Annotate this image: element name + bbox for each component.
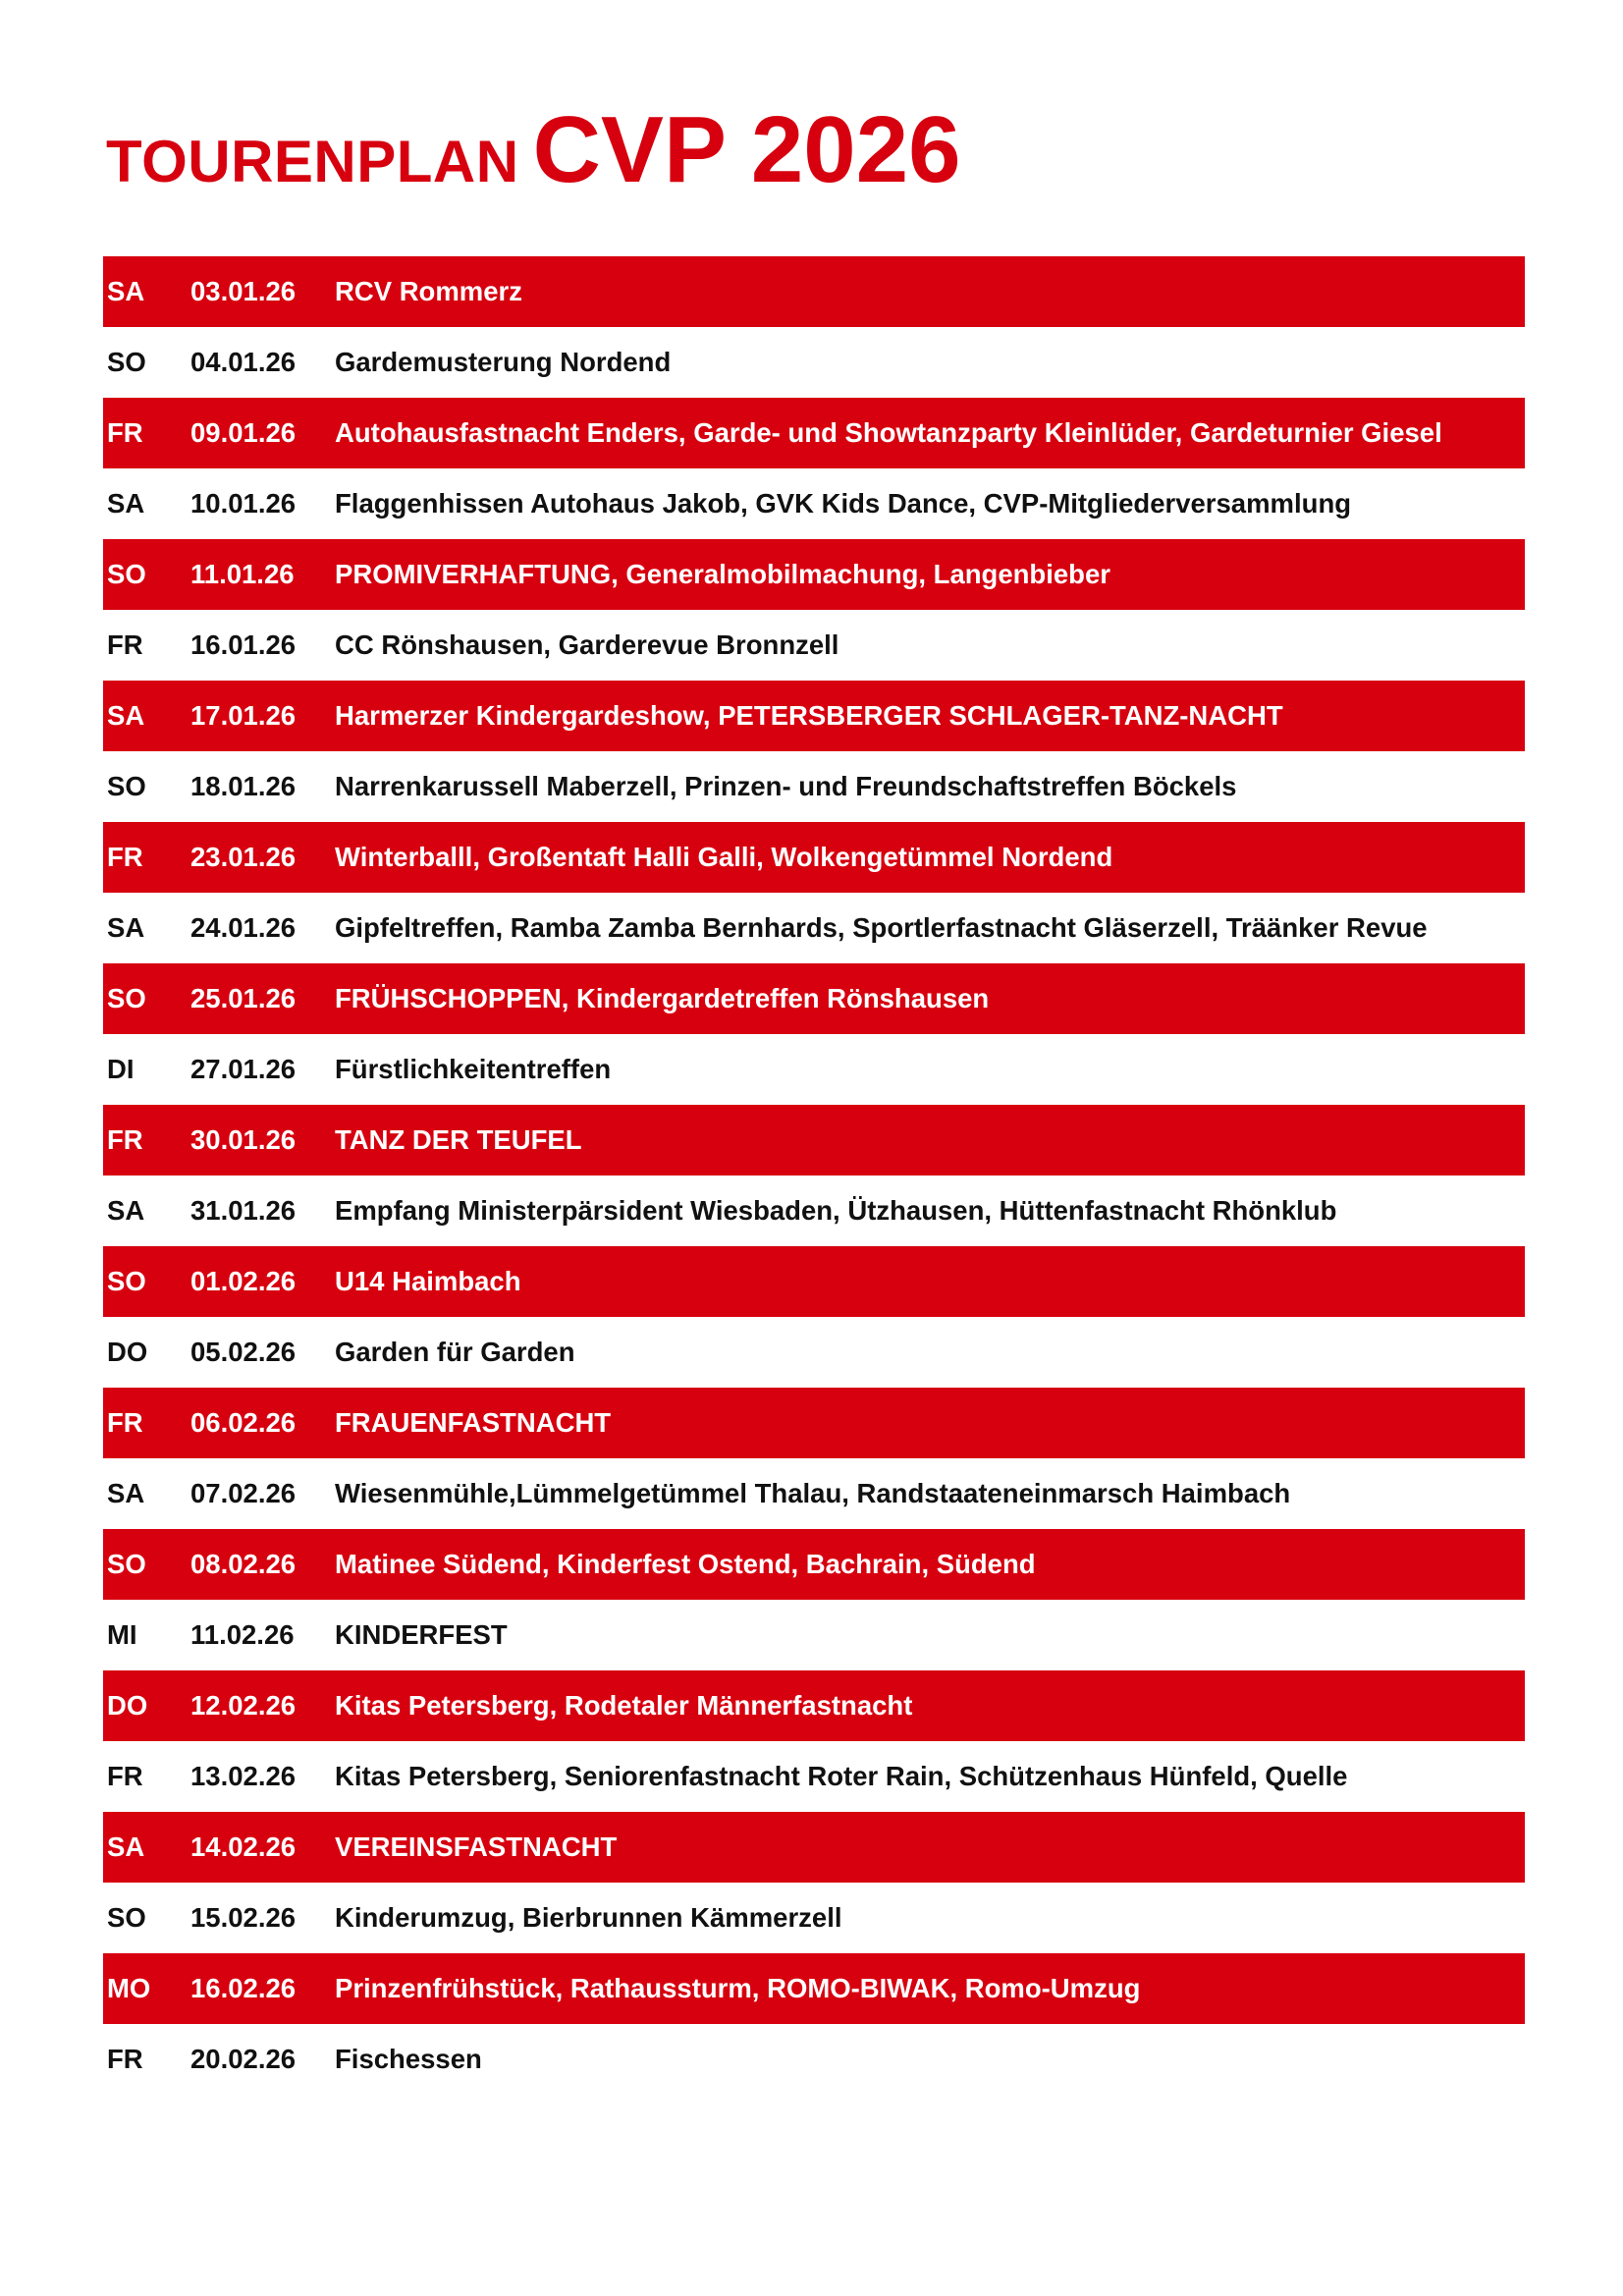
schedule-row: [103, 893, 1525, 963]
row-event: Kinderumzug, Bierbrunnen Kämmerzell: [335, 1902, 842, 1933]
row-date: 11.02.26: [190, 1619, 295, 1650]
row-day: SA: [107, 276, 145, 306]
row-day: DO: [107, 1337, 148, 1367]
row-day: FR: [107, 417, 143, 448]
row-event: Matinee Südend, Kinderfest Ostend, Bachrain, Südend: [335, 1549, 1036, 1579]
row-event: Garden für Garden: [335, 1337, 575, 1367]
row-day: FR: [107, 629, 143, 660]
schedule-row: [103, 327, 1525, 398]
page-title-main: CVP 2026: [532, 97, 961, 202]
schedule-row: [103, 1246, 1525, 1317]
row-date: 20.02.26: [190, 2044, 297, 2074]
schedule-row: [103, 1812, 1525, 1883]
row-event: Prinzenfrühstück, Rathaussturm, ROMO-BIWAK, Romo-Umzug: [335, 1973, 1141, 2003]
row-date: 16.01.26: [190, 629, 297, 660]
row-event: Autohausfastnacht Enders, Garde- und Showtanzparty Kleinlüder, Gardeturnier Giesel: [335, 417, 1442, 448]
row-event: KINDERFEST: [335, 1619, 508, 1650]
row-day: SO: [107, 983, 146, 1013]
page-title-prefix: TOURENPLAN: [106, 129, 519, 194]
row-event: FRÜHSCHOPPEN, Kindergardetreffen Rönshausen: [335, 983, 990, 1013]
row-date: 08.02.26: [190, 1549, 297, 1579]
row-date: 25.01.26: [190, 983, 297, 1013]
row-day: SA: [107, 1831, 145, 1862]
row-event: Kitas Petersberg, Seniorenfastnacht Roter Rain, Schützenhaus Hünfeld, Quelle: [335, 1761, 1348, 1791]
schedule-row: [103, 1953, 1525, 2024]
row-day: SA: [107, 1478, 145, 1508]
row-event: Fürstlichkeitentreffen: [335, 1054, 612, 1084]
schedule-row: [103, 1670, 1525, 1741]
schedule-row: [103, 2024, 1525, 2095]
row-event: U14 Haimbach: [335, 1266, 521, 1296]
schedule-row: [103, 1883, 1525, 1953]
schedule-row: [103, 1741, 1525, 1812]
schedule-row: [103, 681, 1525, 751]
row-event: FRAUENFASTNACHT: [335, 1407, 612, 1438]
schedule-row: [103, 1105, 1525, 1175]
row-day: SO: [107, 1266, 146, 1296]
row-date: 10.01.26: [190, 488, 297, 519]
row-event: CC Rönshausen, Garderevue Bronnzell: [335, 629, 839, 660]
row-date: 06.02.26: [190, 1407, 297, 1438]
row-day: SO: [107, 1549, 146, 1579]
row-day: FR: [107, 1124, 143, 1155]
schedule-row: [103, 1034, 1525, 1105]
schedule-row: [103, 610, 1525, 681]
row-event: Fischessen: [335, 2044, 482, 2074]
tour-schedule: [103, 256, 1525, 2095]
row-day: SO: [107, 559, 146, 589]
schedule-row: [103, 1458, 1525, 1529]
row-date: 14.02.26: [190, 1831, 297, 1862]
row-event: Narrenkarussell Maberzell, Prinzen- und Freundschaftstreffen Böckels: [335, 771, 1237, 801]
row-day: FR: [107, 1407, 143, 1438]
row-date: 30.01.26: [190, 1124, 297, 1155]
row-day: SO: [107, 347, 146, 377]
row-day: FR: [107, 2044, 143, 2074]
row-event: Flaggenhissen Autohaus Jakob, GVK Kids Dance, CVP-Mitgliederversammlung: [335, 488, 1352, 519]
schedule-row: [103, 256, 1525, 327]
row-event: Gipfeltreffen, Ramba Zamba Bernhards, Sportlerfastnacht Gläserzell, Träänker Revue: [335, 912, 1428, 943]
schedule-row: [103, 822, 1525, 893]
row-day: FR: [107, 1761, 143, 1791]
row-day: MI: [107, 1619, 137, 1650]
row-date: 18.01.26: [190, 771, 297, 801]
schedule-row: [103, 468, 1525, 539]
row-date: 13.02.26: [190, 1761, 297, 1791]
schedule-row: [103, 963, 1525, 1034]
row-date: 07.02.26: [190, 1478, 297, 1508]
row-event: Empfang Ministerpärsident Wiesbaden, Ützhausen, Hüttenfastnacht Rhönklub: [335, 1195, 1337, 1226]
row-date: 23.01.26: [190, 842, 297, 872]
row-event: VEREINSFASTNACHT: [335, 1831, 618, 1862]
row-day: SA: [107, 912, 145, 943]
row-date: 15.02.26: [190, 1902, 297, 1933]
row-event: Wiesenmühle,Lümmelgetümmel Thalau, Randstaateneinmarsch Haimbach: [335, 1478, 1291, 1508]
schedule-row: [103, 1388, 1525, 1458]
row-event: TANZ DER TEUFEL: [335, 1124, 582, 1155]
row-date: 17.01.26: [190, 700, 297, 731]
schedule-row: [103, 1529, 1525, 1600]
schedule-row: [103, 1317, 1525, 1388]
row-date: 16.02.26: [190, 1973, 297, 2003]
schedule-row: [103, 1600, 1525, 1670]
row-event: Harmerzer Kindergardeshow, PETERSBERGER SCHLAGER-TANZ-NACHT: [335, 700, 1283, 731]
row-day: DI: [107, 1054, 135, 1084]
schedule-row: [103, 751, 1525, 822]
row-date: 01.02.26: [190, 1266, 297, 1296]
row-event: Winterballl, Großentaft Halli Galli, Wolkengetümmel Nordend: [335, 842, 1113, 872]
row-date: 12.02.26: [190, 1690, 297, 1721]
row-date: 05.02.26: [190, 1337, 297, 1367]
row-day: SO: [107, 1902, 146, 1933]
schedule-row: [103, 539, 1525, 610]
row-date: 11.01.26: [190, 559, 295, 589]
row-date: 27.01.26: [190, 1054, 297, 1084]
row-day: SA: [107, 700, 145, 731]
row-event: PROMIVERHAFTUNG, Generalmobilmachung, Langenbieber: [335, 559, 1110, 589]
row-day: SA: [107, 1195, 145, 1226]
schedule-row: [103, 1175, 1525, 1246]
row-day: SO: [107, 771, 146, 801]
row-date: 03.01.26: [190, 276, 297, 306]
row-day: SA: [107, 488, 145, 519]
row-date: 09.01.26: [190, 417, 297, 448]
row-event: Gardemusterung Nordend: [335, 347, 672, 377]
row-day: MO: [107, 1973, 151, 2003]
row-day: FR: [107, 842, 143, 872]
row-day: DO: [107, 1690, 148, 1721]
row-event: Kitas Petersberg, Rodetaler Männerfastnacht: [335, 1690, 913, 1721]
page-title: [106, 97, 961, 202]
row-date: 24.01.26: [190, 912, 297, 943]
row-date: 04.01.26: [190, 347, 297, 377]
schedule-row: [103, 398, 1525, 468]
row-event: RCV Rommerz: [335, 276, 523, 306]
row-date: 31.01.26: [190, 1195, 297, 1226]
